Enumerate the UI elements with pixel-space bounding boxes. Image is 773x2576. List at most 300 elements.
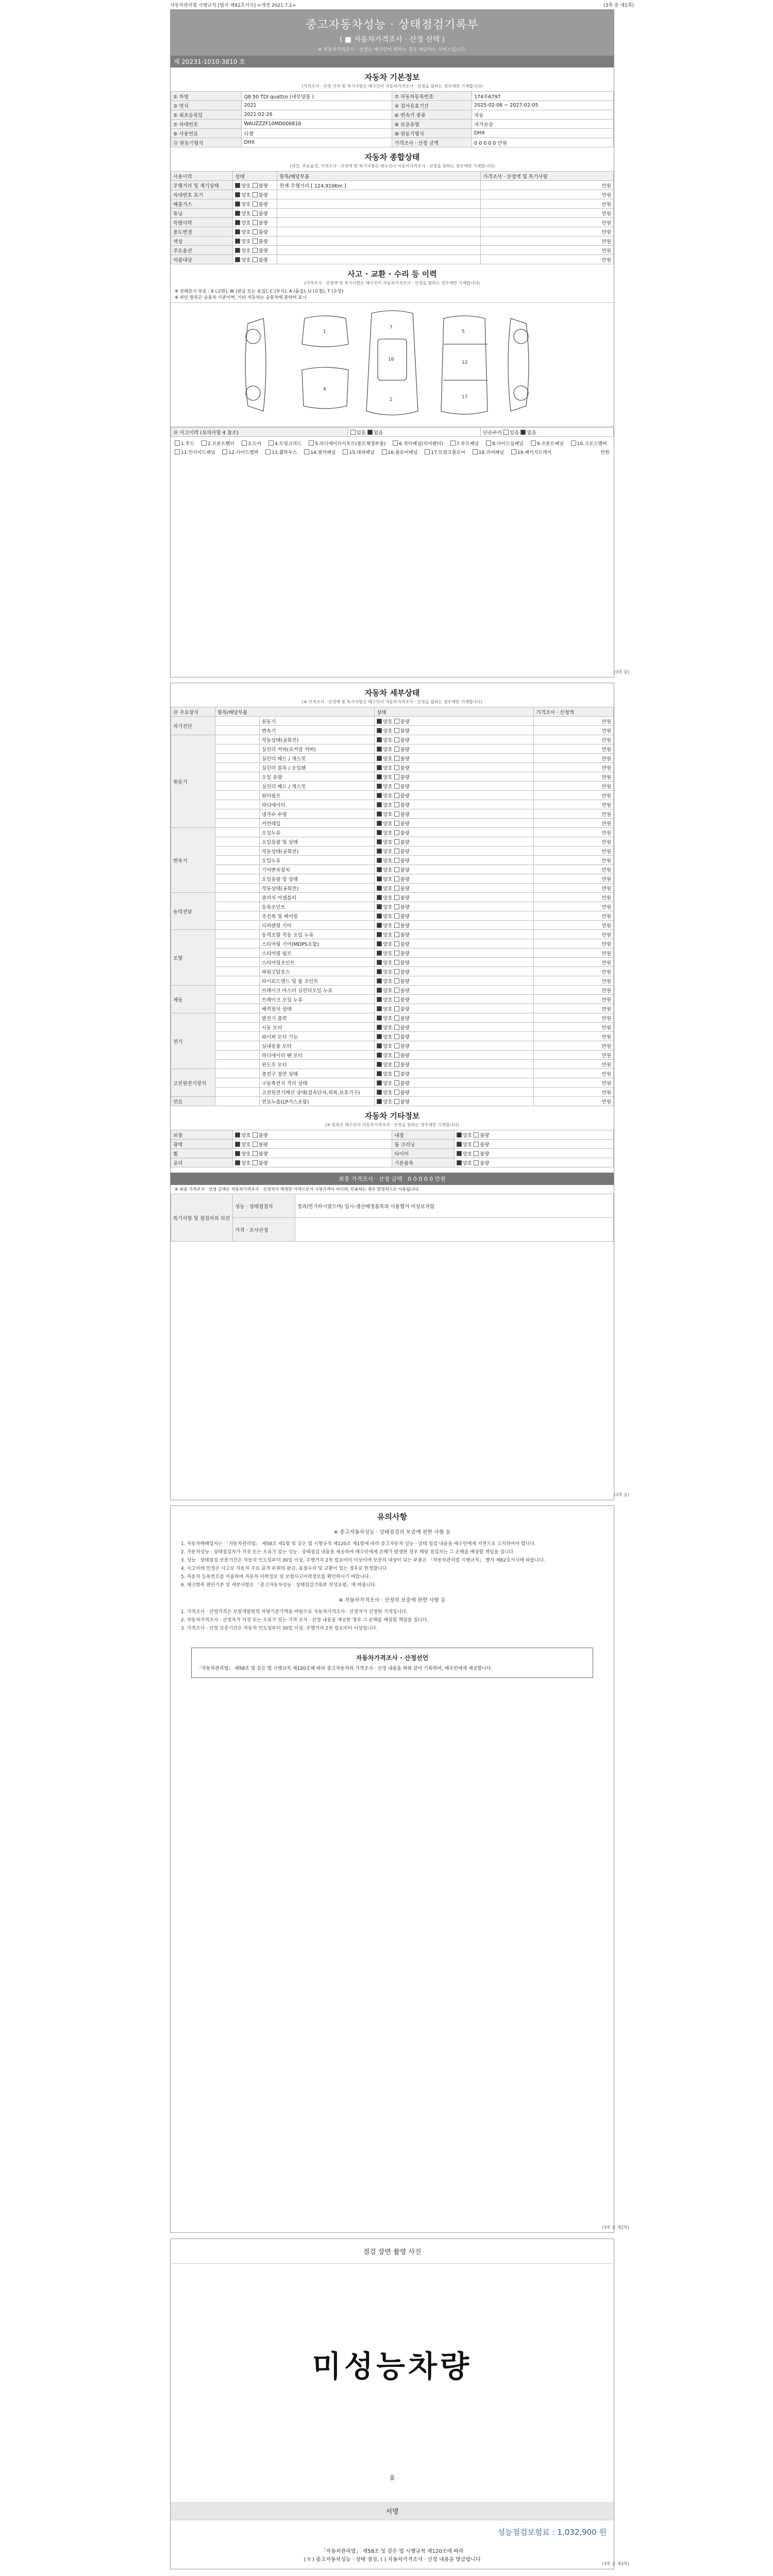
accident-legend-2: ※ 하단 항목은 승용차 기준이며, 기타 자동차는 승용차에 준하여 표시	[175, 295, 307, 300]
detail-spacer	[215, 1050, 259, 1060]
detail-state	[375, 1023, 534, 1032]
detail-row	[171, 763, 614, 772]
panel-item	[175, 449, 215, 455]
detail-spacer	[215, 939, 259, 948]
detail-row	[171, 828, 614, 837]
general-status-detail	[277, 246, 481, 255]
checkbox-checked-icon	[235, 257, 240, 262]
detail-row	[171, 1013, 614, 1023]
detail-state	[375, 911, 534, 921]
state-label: 양호	[383, 1015, 393, 1022]
checkbox-checked-icon	[377, 821, 382, 826]
checkbox-icon	[394, 960, 399, 965]
state-label: 불량	[400, 923, 410, 929]
unverified-stamp: 미성능차량	[312, 2349, 473, 2384]
checkbox-icon	[253, 248, 258, 253]
detail-header-cell: 항목/해당부품	[215, 707, 374, 717]
detail-state	[375, 948, 534, 958]
panel-list	[171, 437, 614, 459]
detail-item: 동력조향 작동 오일 누유	[259, 930, 374, 939]
car-right-side-icon	[508, 318, 529, 411]
checkbox-icon	[425, 449, 430, 454]
detail-item: 오일유량 및 상태	[259, 837, 374, 846]
general-status-item: 주요옵션	[171, 246, 233, 255]
detail-price: 만원	[534, 1023, 614, 1032]
detail-state	[375, 846, 534, 856]
detail-row	[171, 717, 614, 726]
panel-label: 4.트렁크리드	[275, 442, 302, 447]
detail-row	[171, 948, 614, 958]
general-status-row	[171, 190, 614, 199]
panel-label: 14.필러패널	[310, 450, 336, 455]
state-label: 양호	[383, 895, 393, 901]
checkbox-icon	[304, 449, 309, 454]
detail-price: 만원	[534, 958, 614, 967]
detail-header-cell: 상태	[375, 707, 534, 717]
checkbox-checked-icon	[377, 1071, 382, 1076]
detail-spacer	[215, 763, 259, 772]
detail-item: 스티어링조인트	[259, 958, 374, 967]
general-status-detail	[277, 209, 481, 218]
general-status-state: 양호 불량	[233, 181, 277, 190]
detail-state	[375, 782, 534, 791]
checkbox-checked-icon	[377, 1062, 382, 1067]
state-label: 양호	[383, 1062, 393, 1068]
detail-price: 만원	[534, 902, 614, 911]
other-info-state: 양호 불량	[233, 1158, 392, 1167]
detail-price: 만원	[534, 1041, 614, 1050]
detail-price: 만원	[534, 791, 614, 800]
detail-state	[375, 754, 534, 763]
detail-item: 오일 유량	[259, 772, 374, 782]
general-status-row	[171, 227, 614, 236]
detail-state	[375, 744, 534, 754]
wheel-icon	[514, 386, 528, 400]
detail-state	[375, 1004, 534, 1013]
general-status-price: 만원	[481, 236, 614, 246]
checkbox-checked-icon	[457, 1132, 462, 1138]
checkbox-icon	[394, 793, 399, 798]
detail-group: 자기진단	[171, 717, 215, 735]
general-status-state: 양호 불량	[233, 218, 277, 227]
basic-info-value: 0 0 0 0 0 만원	[472, 138, 614, 147]
checkbox-checked-icon	[377, 941, 382, 946]
state-label: 불량	[400, 867, 410, 873]
checkbox-icon	[394, 951, 399, 956]
state-label: 불량	[400, 988, 410, 994]
panel-label: 19.패키지트레이	[517, 450, 552, 455]
detail-item: 실린더 블록 / 오일팬	[259, 763, 374, 772]
basic-info-value: 자동	[472, 110, 614, 120]
accident-history-value: 있음 없음	[348, 428, 481, 437]
notice-section-2	[171, 1597, 614, 1632]
detail-spacer	[215, 791, 259, 800]
detail-row	[171, 846, 614, 856]
general-status-state: 양호 불량	[233, 190, 277, 199]
checkbox-checked-icon	[377, 1015, 382, 1021]
general-status-item: 차대번호 표기	[171, 190, 233, 199]
detail-item: 브레이크 마스터 실린더오일 누유	[259, 986, 374, 995]
detail-state	[375, 1069, 534, 1078]
checkbox-icon	[394, 802, 399, 807]
page-edge-note: (3쪽 중 제3쪽)	[602, 2562, 629, 2566]
state-label: 불량	[400, 895, 410, 901]
detail-item: 클러치 어셈블리	[259, 893, 374, 902]
detail-item: 충전구 절연 상태	[259, 1069, 374, 1078]
detail-item: 스티어링 펌프	[259, 948, 374, 958]
detail-item: 스티어링 기어(MDPS포함)	[259, 939, 374, 948]
state-label: 불량	[400, 821, 410, 827]
checkbox-icon	[393, 440, 398, 446]
panel-label: 12.사이드멤버	[228, 450, 259, 455]
other-info-row	[171, 1130, 614, 1140]
checkbox-checked-icon	[457, 1151, 462, 1156]
panel-item	[486, 440, 524, 447]
checkbox-icon	[394, 923, 399, 928]
detail-state	[375, 837, 534, 846]
other-info-item: 기본품목	[392, 1158, 454, 1167]
general-status-detail	[277, 255, 481, 264]
checkbox-checked-icon	[377, 978, 382, 984]
state-label: 불량	[400, 747, 410, 753]
detail-price: 만원	[534, 911, 614, 921]
detail-price: 만원	[534, 1013, 614, 1023]
detail-state	[375, 809, 534, 819]
checkbox-icon	[394, 904, 399, 909]
accident-history-label: ⑱ 사고이력 (유의사항 4 참조)	[171, 428, 348, 437]
checkbox-checked-icon	[377, 811, 382, 817]
basic-info-value: 디젤	[242, 129, 392, 138]
state-label: 불량	[400, 978, 410, 985]
simple-repair-value: 단순수리 있음 없음	[481, 428, 614, 437]
detail-spacer	[215, 958, 259, 967]
detail-header-cell: 가격조사 · 산정액	[534, 707, 614, 717]
checkbox-checked-icon	[520, 430, 526, 435]
state-label: 불량	[400, 1062, 410, 1068]
final-price-title: 최종 가격조사 · 산정 금액	[339, 1176, 402, 1182]
detail-spacer	[215, 782, 259, 791]
basic-info-value: 174루6797	[472, 92, 614, 101]
checkbox-icon	[394, 821, 399, 826]
special-notes-table	[171, 1194, 614, 1242]
checkbox-checked-icon	[235, 1151, 240, 1156]
detail-row	[171, 893, 614, 902]
panel-item	[393, 440, 443, 447]
general-status-row	[171, 255, 614, 264]
checkbox-icon	[253, 201, 258, 207]
checkbox-icon	[571, 440, 576, 446]
basic-info-key: ⑦ 자동차등록번호	[392, 92, 472, 101]
checkbox-checked-icon	[377, 784, 382, 789]
document-number: 20231-1010-3810	[181, 58, 238, 65]
detail-item: 작동상태(공회전)	[259, 846, 374, 856]
state-label: 양호	[383, 784, 393, 790]
detail-state	[375, 986, 534, 995]
svg-text:4: 4	[323, 387, 326, 392]
state-label: 불량	[400, 1099, 410, 1105]
general-status-table	[171, 171, 614, 264]
general-status-header-cell: 사용이력	[171, 172, 233, 181]
checkbox-checked-icon	[377, 765, 382, 770]
basic-info-key: ⑨ 사용연료	[171, 129, 242, 138]
report-subtitle: ( ■ 자동차가격조사 · 산정 선택 )	[339, 36, 445, 44]
checkbox-checked-icon	[377, 913, 382, 919]
detail-state	[375, 921, 534, 930]
detail-spacer	[215, 846, 259, 856]
checkbox-icon	[394, 932, 399, 937]
checkbox-icon	[382, 449, 387, 454]
state-label: 불량	[400, 1090, 410, 1096]
signature-bar: 서명	[171, 2502, 614, 2520]
detail-row	[171, 986, 614, 995]
detail-item: 디퍼렌셜 기어	[259, 921, 374, 930]
checkbox-icon	[394, 1006, 399, 1011]
checkbox-icon	[394, 1090, 399, 1095]
checkbox-checked-icon	[377, 756, 382, 761]
state-label: 불량	[400, 951, 410, 957]
mileage-value: 124,910Km	[314, 183, 343, 189]
general-status-price: 만원	[481, 181, 614, 190]
checkbox-icon	[201, 440, 207, 446]
detail-spacer	[215, 754, 259, 763]
detail-row	[171, 791, 614, 800]
detail-state	[375, 1097, 534, 1106]
other-info-item: 내장	[392, 1130, 454, 1140]
state-label: 양호	[383, 932, 393, 938]
detail-spacer	[215, 884, 259, 893]
state-label: 양호	[383, 951, 393, 957]
checkbox-icon	[394, 719, 399, 724]
state-label: 불량	[400, 969, 410, 975]
checkbox-icon	[394, 988, 399, 993]
checkbox-checked-icon	[377, 932, 382, 937]
checkbox-checked-icon	[457, 1142, 462, 1147]
detail-item: 원동기	[259, 717, 374, 726]
panel-label: 11.인사이드패널	[181, 450, 215, 455]
checkbox-checked-icon	[377, 988, 382, 993]
state-label: 양호	[383, 941, 393, 947]
other-info-item: 룸 크리닝	[392, 1140, 454, 1149]
detail-price: 만원	[534, 967, 614, 976]
state-label: 양호	[383, 858, 393, 864]
checkbox-checked-icon	[377, 960, 382, 965]
state-label: 불량	[400, 756, 410, 762]
detail-state	[375, 995, 534, 1004]
accident-history-title: 사고 · 교환 · 수리 등 이력	[347, 269, 437, 279]
checkbox-icon	[394, 728, 399, 733]
detail-item: 작동상태(공회전)	[259, 884, 374, 893]
checkbox-icon	[253, 1132, 258, 1138]
state-label: 양호	[383, 1043, 393, 1049]
detail-spacer	[215, 1004, 259, 1013]
state-label: 양호	[383, 839, 393, 845]
checkbox-icon	[394, 774, 399, 779]
detail-row	[171, 884, 614, 893]
checkbox-checked-icon	[377, 997, 382, 1002]
checkbox-checked-icon	[235, 211, 240, 216]
state-label: 양호	[383, 997, 393, 1003]
detail-state	[375, 717, 534, 726]
report-title: 중고자동차성능 · 상태점검기록부	[306, 19, 479, 31]
detail-price: 만원	[534, 874, 614, 884]
general-status-item: 용도변경	[171, 227, 233, 236]
state-label: 불량	[400, 765, 410, 771]
detail-row	[171, 902, 614, 911]
detail-price: 만원	[534, 884, 614, 893]
notice-section-1-title: ※ 중고자동차성능 · 상태점검의 보증에 관한 사항 등	[333, 1530, 451, 1535]
detail-spacer	[215, 1041, 259, 1050]
checkbox-icon	[503, 430, 509, 435]
detail-spacer	[215, 800, 259, 809]
detail-price: 만원	[534, 828, 614, 837]
general-status-item: 주행거리 및 계기상태	[171, 181, 233, 190]
basic-info-row	[171, 138, 614, 147]
checkbox-checked-icon	[377, 1099, 382, 1104]
detail-group: 동력전달	[171, 893, 215, 930]
checkbox-icon	[394, 737, 399, 742]
other-info-row	[171, 1149, 614, 1158]
detail-row	[171, 921, 614, 930]
basic-info-value: Q8 50 TDI quattro (네부양물 )	[242, 92, 392, 101]
state-label: 양호	[383, 849, 393, 855]
declaration-text: 「자동차관리법」 제58조 및 같은 법 시행규칙 제120조에 따라 중고자동차의 가격조사 · 산정 내용을 위와 같이 기록하며, 매수인에게 제공합니다.	[197, 1666, 493, 1671]
detail-row	[171, 911, 614, 921]
detail-item: 라디에이터	[259, 800, 374, 809]
photo-small-mark: 품	[389, 2475, 395, 2481]
detail-state	[375, 735, 534, 744]
detail-item: 워터펌프	[259, 791, 374, 800]
checkbox-icon	[394, 886, 399, 891]
general-status-item: 특별이력	[171, 218, 233, 227]
state-label: 불량	[400, 774, 410, 781]
detail-state	[375, 772, 534, 782]
detail-row	[171, 782, 614, 791]
svg-text:17: 17	[462, 395, 468, 400]
checkbox-checked-icon	[235, 201, 240, 207]
wheel-icon	[246, 386, 260, 400]
basic-info-title: 자동차 기본정보	[364, 73, 420, 82]
page-edge-note: (3쪽 중)	[614, 670, 629, 674]
state-label: 불량	[400, 793, 410, 799]
state-label: 양호	[383, 728, 393, 734]
svg-text:16: 16	[388, 357, 394, 362]
detail-price: 만원	[534, 809, 614, 819]
svg-text:7: 7	[390, 325, 393, 330]
checkbox-icon	[474, 1160, 479, 1165]
checkbox-icon	[474, 1132, 479, 1138]
page-photo	[170, 2239, 629, 2569]
detail-price: 만원	[534, 837, 614, 846]
detail-price: 만원	[534, 976, 614, 986]
detail-price: 만원	[534, 782, 614, 791]
checkbox-checked-icon	[377, 1034, 382, 1039]
panel-item	[571, 440, 607, 447]
state-label: 양호	[383, 793, 393, 799]
detail-row	[171, 819, 614, 828]
detail-row	[171, 856, 614, 865]
checkbox-checked-icon	[235, 1132, 240, 1138]
detail-row	[171, 1097, 614, 1106]
basic-info-key: ③ 연식	[171, 101, 242, 110]
state-label: 양호	[383, 1071, 393, 1077]
detail-row	[171, 874, 614, 884]
checkbox-icon	[394, 1025, 399, 1030]
final-price-amount: 0 0 0 0 0 만원	[408, 1176, 446, 1182]
detail-state	[375, 1060, 534, 1069]
checkbox-icon	[253, 1160, 258, 1165]
detail-price: 만원	[534, 995, 614, 1004]
state-label: 불량	[400, 1080, 410, 1087]
panel-item	[531, 440, 564, 447]
detail-row	[171, 1060, 614, 1069]
checkbox-icon	[394, 1034, 399, 1039]
checkbox-icon	[531, 440, 536, 446]
panel-item	[511, 449, 551, 455]
detail-price: 만원	[534, 819, 614, 828]
checkbox-icon	[175, 440, 180, 446]
basic-info-key: ④ 검사유효기간	[392, 101, 472, 110]
other-info-state: 양호 불량	[454, 1130, 613, 1140]
detail-row	[171, 1078, 614, 1088]
detail-spacer	[215, 1060, 259, 1069]
basic-info-value: DHX	[472, 129, 614, 138]
other-info-item: 휠	[171, 1149, 233, 1158]
checkbox-checked-icon	[377, 1090, 382, 1095]
detail-spacer	[215, 809, 259, 819]
detail-group: 연료	[171, 1097, 215, 1106]
detail-item: 등속조인트	[259, 902, 374, 911]
checkbox-icon	[268, 440, 274, 446]
state-label: 양호	[383, 923, 393, 929]
detail-price: 만원	[534, 735, 614, 744]
other-info-item: 유리	[171, 1158, 233, 1167]
checkbox-checked-icon	[377, 1025, 382, 1030]
state-label: 불량	[400, 811, 410, 818]
detail-state	[375, 800, 534, 809]
checkbox-icon	[394, 978, 399, 984]
insurance-fee: 성능점검보험료 : 1,032,900 원	[171, 2520, 614, 2544]
panel-label: 7.루프패널	[456, 442, 479, 447]
state-label: 양호	[383, 747, 393, 753]
checkbox-icon	[394, 839, 399, 844]
basic-info-key: 가격조사 · 산정 금액	[392, 138, 472, 147]
panel-label: 8.사이드실패널	[492, 442, 524, 447]
panel-label: 10.크로스멤버	[577, 442, 607, 447]
other-info-state: 양호 불량	[454, 1158, 613, 1167]
other-info-title: 자동차 기타정보	[364, 1111, 420, 1121]
state-label: 양호	[383, 913, 393, 920]
detail-item: 구동축전지 격리 상태	[259, 1078, 374, 1088]
footer-line-2: ( Y ) 중고자동차성능 · 상태 점검, ( ) 자동차가격조사 · 산정 내용을 발급합니다	[304, 2557, 481, 2563]
checkbox-checked-icon	[235, 192, 240, 197]
other-info-note: (※ 항목은 매수인이 자동차가격조사 · 산정을 원하는 경우에만 기재합니다)	[325, 1123, 459, 1127]
checkbox-icon	[486, 440, 491, 446]
state-label: 양호	[383, 886, 393, 892]
general-status-header-cell: 항목/해당부품	[277, 172, 481, 181]
detail-price: 만원	[534, 1004, 614, 1013]
general-status-detail: 현재 주행거리 [ 124,910Km ]	[277, 181, 481, 190]
detail-state	[375, 893, 534, 902]
state-label: 불량	[400, 1071, 410, 1077]
checkbox-checked-icon	[377, 867, 382, 872]
detail-row	[171, 726, 614, 735]
other-info-state: 양호 불량	[454, 1140, 613, 1149]
detail-state	[375, 1078, 534, 1088]
basic-info-key: ⑪ 원동기형식	[171, 138, 242, 147]
general-status-state: 양호 불량	[233, 227, 277, 236]
detail-price: 만원	[534, 1032, 614, 1041]
detail-spacer	[215, 726, 259, 735]
